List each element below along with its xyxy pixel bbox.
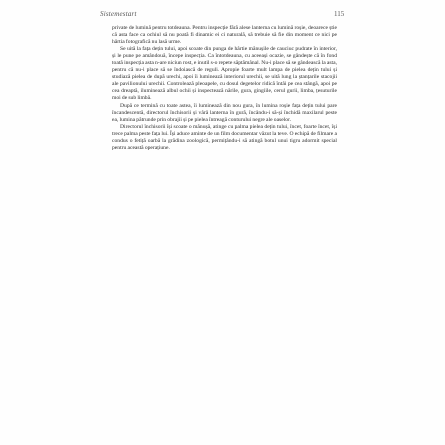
page-number: 115	[334, 10, 345, 18]
paragraph: După ce termină cu toate astea, îi luminează din nou gura, în lumina roșie fața dețin tului pare încandescentă, directorul închisorii și vârâ lanterna în gură, încându-i să-și închidă maxilarul peste ea, lumina pătrunde prin obrajii și pe pielea întreagă conturului negre ale oaselor.	[112, 102, 337, 123]
paragraph: private de lumină pentru totdeauna. Pentru inspecție fără alese lanterna cu lumină roșie, deoarece știe că asta face ca ochiul să nu poată fi dinamic ei ci naturală, să trebuie să fie din moment ce nici pe hârtia fotografică nu lasă urme.	[112, 25, 337, 46]
body-text	[112, 25, 337, 152]
paragraph: Directorul închisorii își scoate o mănușă, atinge cu palma pielea dețin tului, încet, foarte încet, își trece palma peste fața lui. Își aduce aminte de un film documentar văzut la teve. O echipă de filmare a condus o fetiță oarbă la grădina zoologică, permițându-i să atingă botul unui tigru adormit special pentru această operațiune.	[112, 123, 337, 151]
running-head: Sistemestart	[100, 10, 137, 18]
paragraph: Se uită la fața dețin tului, apoi scoate din punga de hârtie mănușile de cauciuc pudrate în interior, și le pune pe amândouă, începe inspecția. Ca întotdeauna, cu aceeași ocazie, se gândește că în fond toată inspecția asta n-are niciun rost, e inutil s-o repete săptămânal. Nu-i place să se gândească la asta, pentru că nu-i place să se îndoiască de reguli. Apropie foarte mult lampa de pielea dețin tului și studiază pielea de după urechi, apoi îi luminează interiorul urechii, se uită lung la ștanțarile stacojii ale pavilionului urechii. Controlează pleoapele, cu dosul degetelor ridică întâi pe cea stângă, apoi pe cea dreaptă, iluminează albul ochii și inspectează nările, gura, gingiile, cerul gurii, limba, țesuturile moi de sub limbă.	[112, 46, 337, 102]
